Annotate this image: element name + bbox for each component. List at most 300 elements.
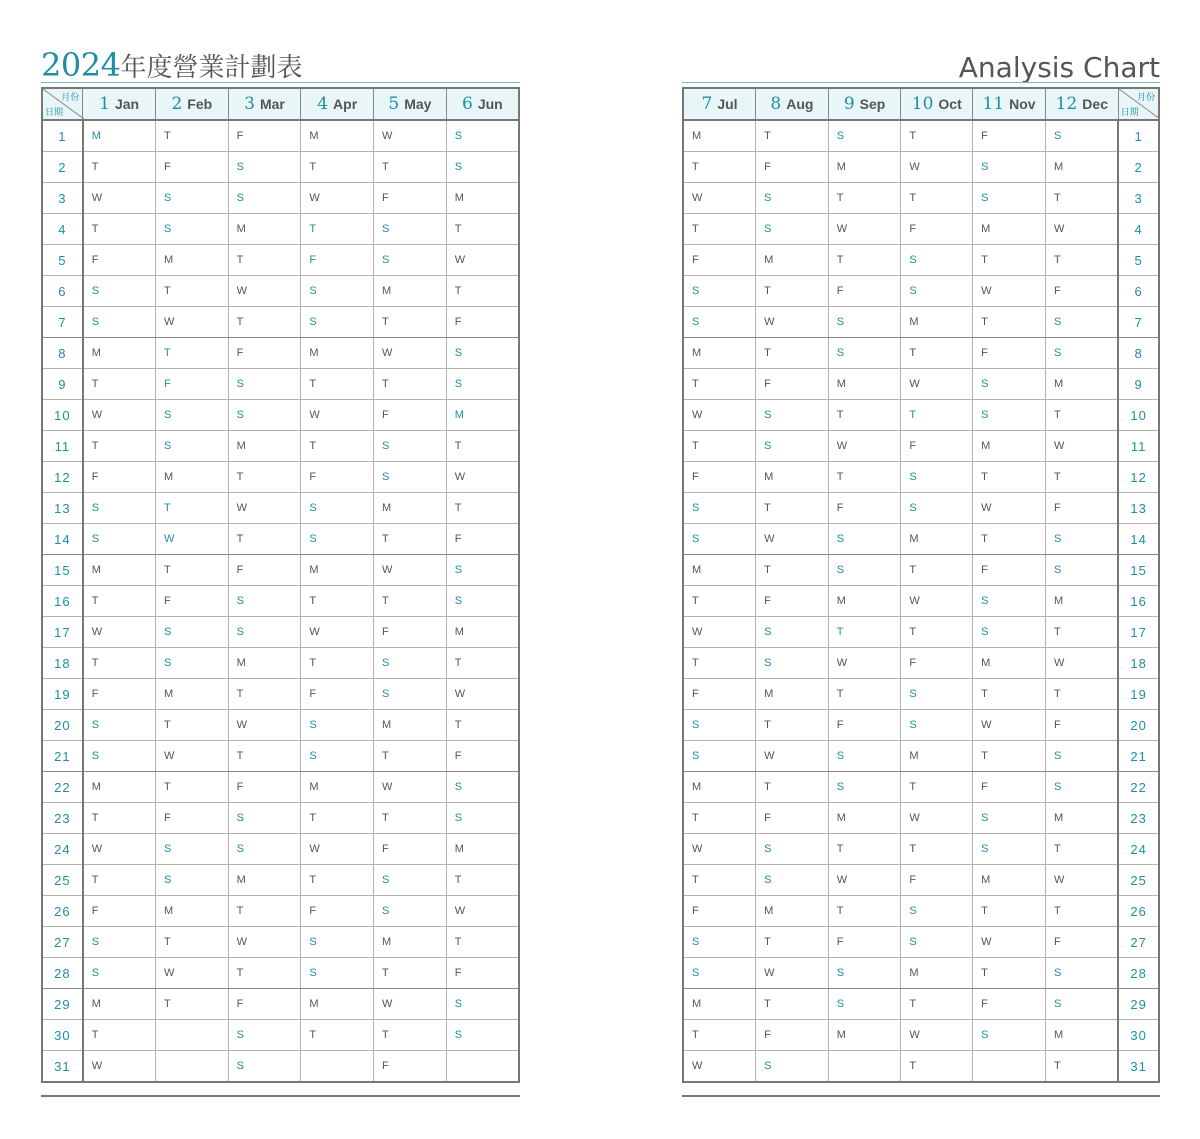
weekday-cell: S [228, 1020, 301, 1051]
day-number: 28 [1118, 958, 1159, 989]
weekday-cell: S [756, 1051, 829, 1083]
month-header [756, 88, 829, 120]
weekday-cell: T [901, 183, 973, 214]
weekday-cell: W [901, 586, 973, 617]
weekday-cell: T [228, 307, 301, 338]
weekday-cell: W [1045, 214, 1118, 245]
weekday-cell: T [446, 865, 519, 896]
day-row [683, 710, 1159, 741]
day-row [683, 865, 1159, 896]
day-number: 30 [42, 1020, 83, 1051]
weekday-cell: W [155, 741, 228, 772]
day-number: 8 [42, 338, 83, 369]
weekday-cell: T [683, 214, 756, 245]
weekday-cell: W [446, 462, 519, 493]
weekday-cell: T [374, 1020, 447, 1051]
weekday-cell: S [901, 493, 973, 524]
day-row [683, 586, 1159, 617]
weekday-cell: M [374, 276, 447, 307]
weekday-cell: T [756, 338, 829, 369]
month-number: 4 [317, 94, 329, 114]
day-number: 25 [1118, 865, 1159, 896]
day-number: 1 [42, 120, 83, 152]
weekday-cell: T [155, 989, 228, 1020]
month-abbr: Jan [114, 96, 140, 112]
weekday-cell: M [683, 120, 756, 152]
weekday-cell: W [446, 245, 519, 276]
weekday-cell: T [901, 400, 973, 431]
day-number: 15 [42, 555, 83, 586]
day-number: 27 [42, 927, 83, 958]
day-row [683, 493, 1159, 524]
title-year: 2024 [41, 46, 121, 84]
day-row [683, 338, 1159, 369]
weekday-cell: S [83, 524, 156, 555]
day-row [683, 183, 1159, 214]
weekday-cell: F [228, 338, 301, 369]
weekday-cell [828, 1051, 901, 1083]
day-number: 9 [42, 369, 83, 400]
weekday-cell: F [374, 400, 447, 431]
day-number: 4 [42, 214, 83, 245]
weekday-cell: M [374, 493, 447, 524]
weekday-cell: F [1045, 927, 1118, 958]
weekday-cell: M [374, 927, 447, 958]
weekday-cell: T [374, 741, 447, 772]
weekday-cell: T [301, 369, 374, 400]
weekday-cell: S [155, 865, 228, 896]
weekday-cell: M [901, 524, 973, 555]
weekday-cell: W [973, 276, 1046, 307]
day-row [42, 276, 519, 307]
weekday-cell: S [228, 183, 301, 214]
month-header-label [388, 94, 431, 114]
weekday-cell: T [228, 245, 301, 276]
weekday-cell: S [1045, 555, 1118, 586]
weekday-cell: M [83, 555, 156, 586]
weekday-cell: W [374, 555, 447, 586]
weekday-cell: T [1045, 896, 1118, 927]
weekday-cell: T [828, 834, 901, 865]
weekday-cell: M [973, 648, 1046, 679]
day-row [683, 307, 1159, 338]
day-number: 11 [42, 431, 83, 462]
weekday-cell: T [901, 555, 973, 586]
month-header-label [912, 94, 962, 114]
day-row [42, 369, 519, 400]
weekday-cell: S [301, 493, 374, 524]
weekday-cell: W [374, 120, 447, 152]
weekday-cell: S [828, 772, 901, 803]
weekday-cell: S [301, 927, 374, 958]
analysis-chart-title: Analysis Chart [958, 51, 1160, 84]
weekday-cell: F [828, 710, 901, 741]
weekday-cell: F [155, 152, 228, 183]
month-number: 8 [770, 94, 782, 114]
day-row [683, 679, 1159, 710]
weekday-cell: T [756, 555, 829, 586]
weekday-cell: F [228, 120, 301, 152]
weekday-cell: T [374, 369, 447, 400]
weekday-cell: T [901, 120, 973, 152]
day-number: 2 [42, 152, 83, 183]
month-header [374, 88, 447, 120]
weekday-cell: S [155, 648, 228, 679]
weekday-cell: F [683, 245, 756, 276]
weekday-cell: S [374, 431, 447, 462]
weekday-cell: T [756, 989, 829, 1020]
weekday-cell: W [828, 865, 901, 896]
month-abbr: May [404, 96, 432, 112]
day-number: 10 [1118, 400, 1159, 431]
day-number: 29 [1118, 989, 1159, 1020]
weekday-cell: T [1045, 617, 1118, 648]
weekday-cell: S [1045, 772, 1118, 803]
month-number: 10 [911, 94, 934, 114]
weekday-cell: S [828, 741, 901, 772]
day-row [42, 120, 519, 152]
day-row [42, 772, 519, 803]
month-header [828, 88, 901, 120]
weekday-cell: T [973, 245, 1046, 276]
day-number: 5 [42, 245, 83, 276]
weekday-cell: S [973, 400, 1046, 431]
day-number: 13 [1118, 493, 1159, 524]
weekday-cell: S [374, 648, 447, 679]
weekday-cell: W [973, 493, 1046, 524]
weekday-cell: F [446, 307, 519, 338]
weekday-cell: F [301, 896, 374, 927]
day-row [42, 338, 519, 369]
day-row [683, 152, 1159, 183]
weekday-cell: S [1045, 741, 1118, 772]
weekday-cell: T [901, 989, 973, 1020]
day-number: 12 [42, 462, 83, 493]
weekday-cell: F [155, 586, 228, 617]
weekday-cell: T [228, 679, 301, 710]
month-number: 7 [701, 94, 713, 114]
day-row [42, 524, 519, 555]
weekday-cell: S [228, 617, 301, 648]
weekday-cell: S [228, 586, 301, 617]
weekday-cell: W [1045, 865, 1118, 896]
calendar-table-jan-jun [41, 87, 520, 1083]
weekday-cell: S [374, 896, 447, 927]
day-number: 29 [42, 989, 83, 1020]
weekday-cell: W [83, 617, 156, 648]
day-row [683, 834, 1159, 865]
weekday-cell: F [756, 369, 829, 400]
weekday-cell: T [301, 648, 374, 679]
weekday-cell: F [973, 338, 1046, 369]
weekday-cell: W [155, 958, 228, 989]
weekday-cell: W [155, 307, 228, 338]
weekday-cell: T [83, 865, 156, 896]
weekday-cell: S [901, 245, 973, 276]
day-row [42, 834, 519, 865]
month-header [301, 88, 374, 120]
weekday-cell: F [446, 958, 519, 989]
day-row [683, 524, 1159, 555]
weekday-cell: F [228, 555, 301, 586]
weekday-cell: F [374, 183, 447, 214]
weekday-cell: W [1045, 648, 1118, 679]
day-number: 3 [1118, 183, 1159, 214]
weekday-cell: W [446, 896, 519, 927]
weekday-cell: T [973, 679, 1046, 710]
month-header [83, 88, 156, 120]
month-header-label [99, 94, 139, 114]
day-number: 14 [1118, 524, 1159, 555]
month-header-label [244, 94, 285, 114]
calendar-table-jul-dec [682, 87, 1160, 1083]
weekday-cell: M [828, 1020, 901, 1051]
weekday-cell: S [683, 741, 756, 772]
weekday-cell: T [155, 555, 228, 586]
weekday-cell: S [155, 183, 228, 214]
weekday-cell: W [83, 834, 156, 865]
month-header [1045, 88, 1118, 120]
weekday-cell: T [828, 679, 901, 710]
month-header-label [462, 94, 503, 114]
day-number: 11 [1118, 431, 1159, 462]
weekday-cell: F [301, 462, 374, 493]
weekday-cell: M [683, 555, 756, 586]
weekday-cell [155, 1020, 228, 1051]
weekday-cell: T [828, 245, 901, 276]
weekday-cell: F [973, 120, 1046, 152]
weekday-cell: T [683, 865, 756, 896]
weekday-cell: F [83, 896, 156, 927]
weekday-cell: T [155, 772, 228, 803]
day-number: 28 [42, 958, 83, 989]
corner-day-label: 日期 [45, 107, 64, 117]
weekday-cell: S [756, 214, 829, 245]
right-title-row [682, 44, 1160, 84]
day-row [42, 989, 519, 1020]
weekday-cell: W [155, 524, 228, 555]
weekday-cell: M [83, 120, 156, 152]
weekday-cell: W [828, 648, 901, 679]
weekday-cell: S [1045, 524, 1118, 555]
weekday-cell: T [374, 803, 447, 834]
weekday-cell: W [756, 307, 829, 338]
weekday-cell: S [228, 1051, 301, 1083]
weekday-cell: M [1045, 1020, 1118, 1051]
weekday-cell: M [756, 896, 829, 927]
weekday-cell: T [301, 431, 374, 462]
day-row [683, 648, 1159, 679]
weekday-cell: W [228, 493, 301, 524]
weekday-cell: W [1045, 431, 1118, 462]
weekday-cell [446, 1051, 519, 1083]
weekday-cell: M [1045, 586, 1118, 617]
weekday-cell: T [683, 803, 756, 834]
weekday-cell: M [83, 772, 156, 803]
weekday-cell: M [973, 431, 1046, 462]
weekday-cell: S [228, 834, 301, 865]
weekday-cell: M [683, 989, 756, 1020]
weekday-cell: S [973, 152, 1046, 183]
day-number: 3 [42, 183, 83, 214]
weekday-cell: T [228, 896, 301, 927]
day-row [683, 896, 1159, 927]
day-number: 26 [1118, 896, 1159, 927]
month-abbr: Mar [259, 96, 285, 112]
day-row [42, 493, 519, 524]
weekday-cell: T [301, 586, 374, 617]
month-number: 11 [982, 94, 1005, 114]
weekday-cell: S [83, 493, 156, 524]
weekday-cell: W [83, 183, 156, 214]
weekday-cell: F [301, 245, 374, 276]
weekday-cell: S [756, 617, 829, 648]
title-rule [41, 82, 520, 83]
weekday-cell: M [1045, 369, 1118, 400]
weekday-cell: T [973, 958, 1046, 989]
weekday-cell: W [901, 1020, 973, 1051]
weekday-cell: F [374, 834, 447, 865]
day-number: 19 [1118, 679, 1159, 710]
day-row [42, 896, 519, 927]
weekday-cell: S [828, 989, 901, 1020]
weekday-cell: S [301, 710, 374, 741]
left-title-row [41, 44, 520, 84]
weekday-cell: S [155, 617, 228, 648]
weekday-cell: M [901, 958, 973, 989]
weekday-cell: M [1045, 803, 1118, 834]
weekday-cell: M [973, 214, 1046, 245]
weekday-cell: F [1045, 710, 1118, 741]
weekday-cell: M [301, 338, 374, 369]
weekday-cell: W [446, 679, 519, 710]
weekday-cell: T [683, 369, 756, 400]
day-row [683, 803, 1159, 834]
weekday-cell: S [828, 120, 901, 152]
day-row [42, 586, 519, 617]
weekday-cell: S [446, 152, 519, 183]
weekday-cell: S [301, 741, 374, 772]
weekday-cell: S [446, 803, 519, 834]
weekday-cell: S [901, 462, 973, 493]
weekday-cell [155, 1051, 228, 1083]
weekday-cell: M [828, 803, 901, 834]
weekday-cell: S [756, 834, 829, 865]
day-number: 23 [42, 803, 83, 834]
day-row [42, 462, 519, 493]
weekday-cell: F [901, 214, 973, 245]
weekday-cell: T [83, 214, 156, 245]
weekday-cell: T [973, 524, 1046, 555]
day-row [683, 617, 1159, 648]
weekday-cell: F [901, 431, 973, 462]
day-number: 10 [42, 400, 83, 431]
weekday-cell: F [228, 772, 301, 803]
weekday-cell: T [1045, 183, 1118, 214]
weekday-cell [301, 1051, 374, 1083]
weekday-cell: W [756, 958, 829, 989]
weekday-cell: T [1045, 462, 1118, 493]
month-header-label [770, 94, 813, 114]
weekday-cell: M [301, 989, 374, 1020]
month-header-label [171, 94, 212, 114]
weekday-cell: M [228, 431, 301, 462]
month-abbr: Oct [938, 96, 962, 112]
weekday-cell: T [901, 772, 973, 803]
weekday-cell: S [374, 865, 447, 896]
weekday-cell: T [374, 524, 447, 555]
weekday-cell: T [446, 276, 519, 307]
weekday-cell: F [828, 927, 901, 958]
weekday-cell: T [973, 741, 1046, 772]
weekday-cell: S [901, 679, 973, 710]
month-abbr: Jun [477, 96, 503, 112]
weekday-cell: W [228, 276, 301, 307]
weekday-cell: W [683, 834, 756, 865]
weekday-cell: F [683, 896, 756, 927]
day-number: 15 [1118, 555, 1159, 586]
weekday-cell: T [155, 927, 228, 958]
corner-day-label: 日期 [1120, 107, 1139, 117]
day-number: 7 [1118, 307, 1159, 338]
weekday-cell: M [228, 648, 301, 679]
weekday-cell: M [446, 400, 519, 431]
day-row [42, 1020, 519, 1051]
weekday-cell: F [683, 679, 756, 710]
day-number: 16 [1118, 586, 1159, 617]
weekday-cell: S [973, 183, 1046, 214]
day-number: 22 [1118, 772, 1159, 803]
month-header-label [983, 94, 1036, 114]
weekday-cell: F [756, 1020, 829, 1051]
weekday-cell: S [446, 120, 519, 152]
weekday-cell: S [301, 276, 374, 307]
month-abbr: Jul [717, 96, 738, 112]
weekday-cell: S [683, 958, 756, 989]
day-row [683, 369, 1159, 400]
day-row [683, 276, 1159, 307]
weekday-cell: T [83, 152, 156, 183]
weekday-cell: M [446, 834, 519, 865]
weekday-cell: T [828, 617, 901, 648]
weekday-cell: T [374, 152, 447, 183]
day-row [683, 431, 1159, 462]
day-row [683, 958, 1159, 989]
weekday-cell: S [1045, 989, 1118, 1020]
weekday-cell: S [1045, 958, 1118, 989]
weekday-cell: T [155, 276, 228, 307]
day-number: 21 [42, 741, 83, 772]
weekday-cell: F [756, 586, 829, 617]
weekday-cell: T [374, 586, 447, 617]
weekday-cell: F [756, 803, 829, 834]
day-number: 30 [1118, 1020, 1159, 1051]
weekday-cell: F [828, 493, 901, 524]
weekday-cell: S [374, 245, 447, 276]
weekday-cell: F [446, 524, 519, 555]
month-number: 3 [244, 94, 255, 114]
weekday-cell: M [756, 679, 829, 710]
day-number: 18 [1118, 648, 1159, 679]
day-row [683, 555, 1159, 586]
weekday-cell: W [683, 400, 756, 431]
weekday-cell: F [901, 648, 973, 679]
weekday-cell: F [901, 865, 973, 896]
weekday-cell: W [228, 927, 301, 958]
weekday-cell: F [973, 772, 1046, 803]
day-row [683, 120, 1159, 152]
corner-month-label: 月份 [61, 92, 80, 102]
